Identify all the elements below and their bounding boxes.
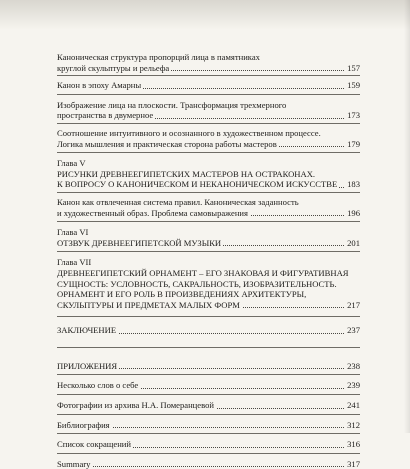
page-number: 173 [347, 110, 360, 121]
entry-title-line: круглой скульптуры и рельефа [57, 62, 170, 73]
entry-title-line: Канон в эпоху Амарны [57, 80, 142, 91]
entry-divider [57, 75, 360, 76]
entry-divider [57, 192, 360, 193]
entry-title-line: Каноническая структура пропорций лица в памятниках [57, 52, 260, 62]
page-number: 157 [347, 62, 360, 73]
entry-title-line: и художественный образ. Проблема самовыражения [57, 207, 248, 218]
toc-entry[interactable] [57, 420, 360, 431]
toc-entry[interactable] [57, 268, 360, 310]
page-number: 237 [347, 325, 360, 336]
entry-title-line: К ВОПРОСУ О КАНОНИЧЕСКОМ И НЕКАНОНИЧЕСКОМ ИСКУССТВЕ [57, 179, 338, 190]
entry-divider [57, 433, 360, 434]
entry-title-line: Библиография [57, 419, 110, 430]
page-number: 312 [347, 419, 360, 430]
page-number: 179 [347, 138, 360, 149]
entry-title-line: ОТЗВУК ДРЕВНЕЕГИПЕТСКОЙ МУЗЫКИ [57, 237, 222, 248]
toc-entry[interactable] [57, 128, 360, 149]
entry-divider [57, 453, 360, 454]
entry-divider [57, 94, 360, 95]
page-number: 196 [347, 207, 360, 218]
toc-entry[interactable] [57, 439, 360, 450]
page-number: 217 [347, 299, 360, 310]
page-number: 159 [347, 80, 360, 91]
entry-title-line: СУЩНОСТЬ: УСЛОВНОСТЬ, САКРАЛЬНОСТЬ, ИЗОБРАЗИТЕЛЬНОСТЬ. [57, 278, 337, 289]
entry-title-line: ДРЕВНЕЕГИПЕТСКИЙ ОРНАМЕНТ – ЕГО ЗНАКОВАЯ И ФИГУРАТИВНАЯ [57, 267, 349, 278]
page-number: 241 [347, 400, 360, 411]
entry-divider [57, 374, 360, 375]
toc-entry[interactable] [57, 400, 360, 411]
entry-divider [57, 414, 360, 415]
entry-title-line: СКУЛЬПТУРЫ И ПРЕДМЕТАХ МАЛЫХ ФОРМ [57, 299, 240, 310]
chapter-label: Глава V [57, 158, 86, 169]
entry-title-line: Несколько слов о себе [57, 380, 139, 391]
toc-entry[interactable] [57, 361, 360, 372]
entry-title-line: пространства в двумерное [57, 110, 154, 121]
entry-title-line: Соотношение интуитивного и осознанного в художественном процессе. [57, 127, 321, 138]
toc-entry[interactable] [57, 80, 360, 91]
entry-divider [57, 221, 360, 222]
entry-divider [57, 152, 360, 153]
previous-page-bleed [0, 0, 410, 30]
entry-title-line: Summary [57, 458, 91, 469]
entry-title-line: ОРНАМЕНТ И ЕГО РОЛЬ В ПРОИЗВЕДЕНИЯХ АРХИТЕКТУРЫ, [57, 289, 307, 300]
page-number: 201 [347, 237, 360, 248]
chapter-label: Глава VI [57, 227, 89, 238]
entry-divider [57, 394, 360, 395]
toc-entry[interactable] [57, 197, 360, 218]
table-of-contents [57, 52, 360, 469]
toc-entry[interactable] [57, 380, 360, 391]
entry-title-line: ЗАКЛЮЧЕНИЕ [57, 325, 117, 336]
toc-entry[interactable] [57, 52, 360, 73]
entry-divider [57, 251, 360, 252]
entry-title-line: РИСУНКИ ДРЕВНЕЕГИПЕТСКИХ МАСТЕРОВ НА ОСТРАКОНАХ. [57, 168, 316, 179]
toc-entry[interactable] [57, 459, 360, 469]
page-number: 239 [347, 380, 360, 391]
entry-divider [57, 123, 360, 124]
entry-divider [57, 316, 360, 317]
page-number: 183 [347, 179, 360, 190]
entry-title-line: Логика мышления и практическая сторона работы мастеров [57, 138, 277, 149]
page-edge-shadow [404, 0, 410, 433]
chapter-label: Глава VII [57, 257, 92, 268]
page-number: 238 [347, 360, 360, 371]
toc-entry[interactable] [57, 238, 360, 249]
entry-title-line: Изображение лица на плоскости. Трансформация трехмерного [57, 99, 287, 110]
toc-entry[interactable] [57, 100, 360, 121]
bleed-through-text [60, 4, 350, 24]
toc-entry[interactable] [57, 325, 360, 336]
entry-title-line: ПРИЛОЖЕНИЯ [57, 360, 118, 371]
page-number: 316 [347, 439, 360, 450]
entry-divider [57, 347, 360, 348]
entry-title-line: Список сокращений [57, 439, 131, 450]
toc-entry[interactable] [57, 169, 360, 190]
entry-title-line: Фотографии из архива Н.А. Померанцевой [57, 400, 214, 411]
page-number: 317 [347, 458, 360, 469]
entry-title-line: Канон как отвлеченная система правил. Каноническая заданность [57, 196, 299, 207]
